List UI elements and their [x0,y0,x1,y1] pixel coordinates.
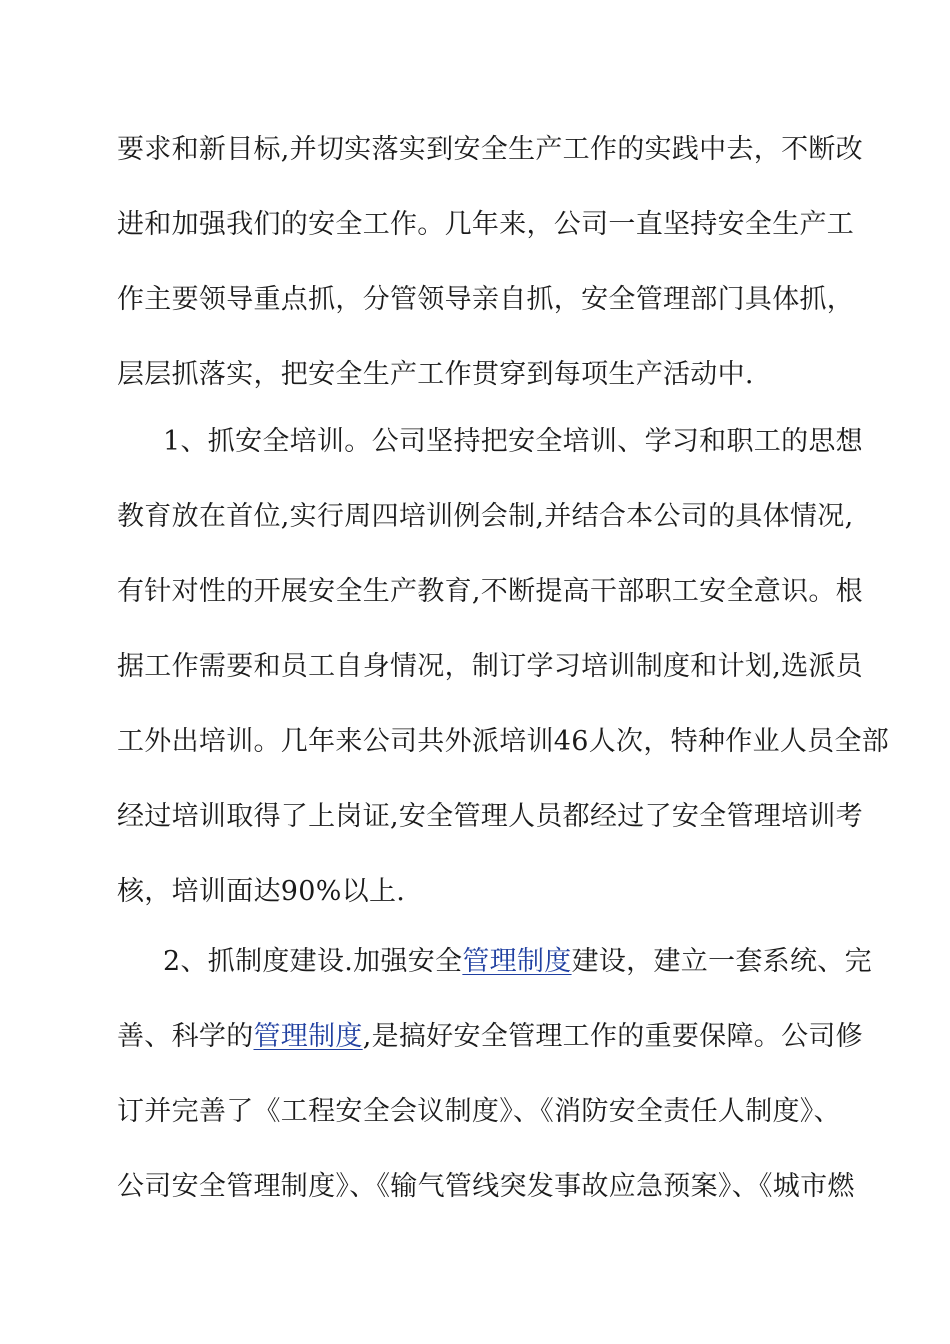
paragraph-line: 要求和新目标,并切实落实到安全生产工作的实践中去，不断改 [117,134,863,165]
line-text: ,是搞好安全管理工作的重要保障。公司修 [362,1021,863,1052]
paragraph-line: 有针对性的开展安全生产教育,不断提高干部职工安全意识。根 [117,576,863,607]
paragraph-line: 据工作需要和员工自身情况，制订学习培训制度和计划,选派员 [117,651,863,682]
paragraph-line [163,945,872,979]
paragraph-line: 作主要领导重点抓，分管领导亲自抓，安全管理部门具体抓， [117,284,855,315]
paragraph-line: 1、抓安全培训。公司坚持把安全培训、学习和职工的思想 [163,426,863,457]
paragraph-line: 订并完善了《工程安全会议制度》、《消防安全责任人制度》、 [117,1096,841,1127]
line-text: 善、科学的 [117,1021,254,1052]
paragraph-line: 核，培训面达90%以上. [117,876,406,907]
paragraph-line [117,1020,863,1054]
paragraph-line: 教育放在首位,实行周四培训例会制,并结合本公司的具体情况, [117,501,854,532]
paragraph-line: 层层抓落实，把安全生产工作贯穿到每项生产活动中. [117,359,754,390]
paragraph-line: 工外出培训。几年来公司共外派培训46人次，特种作业人员全部 [117,726,890,757]
management-system-link[interactable]: 管理制度 [462,946,572,977]
management-system-link[interactable]: 管理制度 [253,1021,363,1052]
paragraph-line: 经过培训取得了上岗证,安全管理人员都经过了安全管理培训考 [117,801,863,832]
paragraph-line: 公司安全管理制度》、《输气管线突发事故应急预案》、《城市燃 [117,1171,855,1202]
line-text: 2、抓制度建设.加强安全 [163,946,463,977]
line-text: 建设，建立一套系统、完 [571,946,872,977]
paragraph-line: 进和加强我们的安全工作。几年来，公司一直坚持安全生产工 [117,209,855,240]
